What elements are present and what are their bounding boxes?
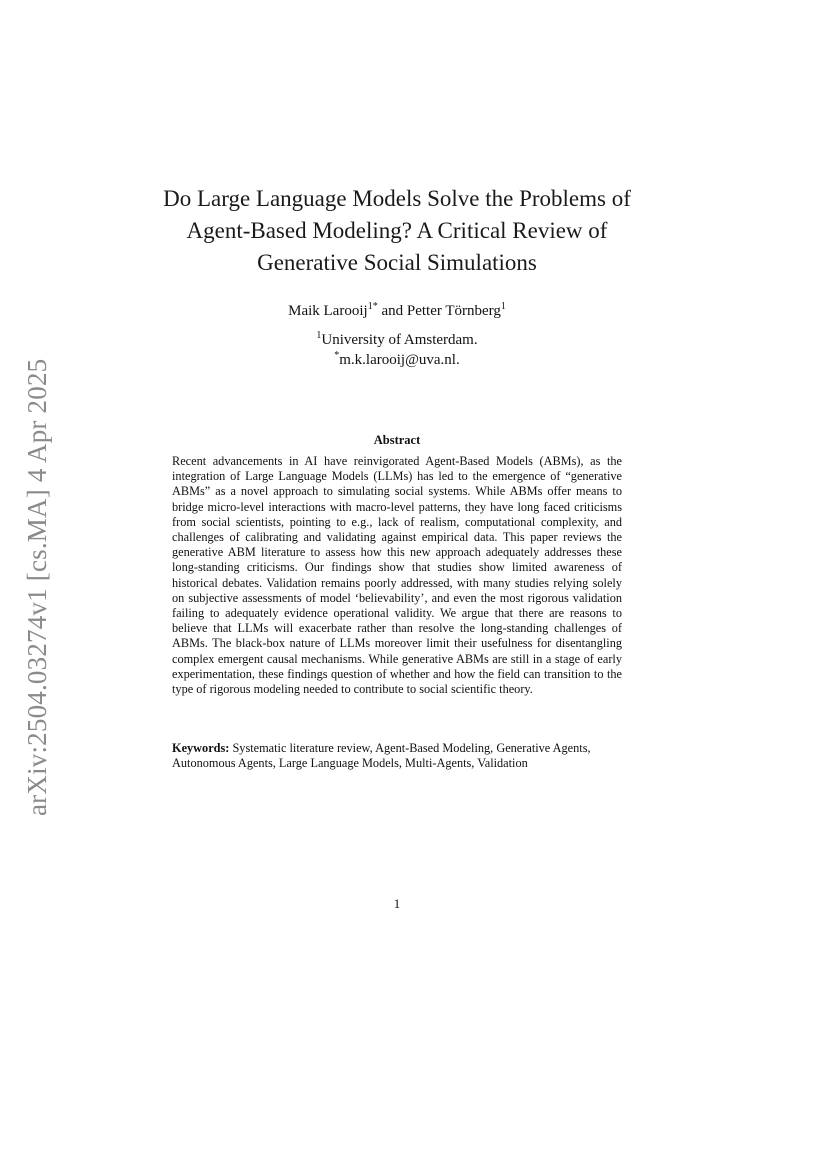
author-name: Petter Törnberg bbox=[406, 303, 501, 319]
paper-title bbox=[120, 183, 674, 279]
author-list bbox=[120, 300, 674, 322]
page-number: 1 bbox=[393, 896, 401, 911]
title-line: Do Large Language Models Solve the Problems of bbox=[163, 186, 631, 211]
author-connector: and bbox=[381, 303, 404, 319]
author-affiliation-mark: 1 bbox=[500, 301, 506, 312]
author-affiliation-mark: 1* bbox=[367, 301, 378, 312]
affiliation bbox=[120, 330, 674, 350]
email-text[interactable]: m.k.larooij@uva.nl. bbox=[339, 352, 460, 368]
affiliation-block bbox=[120, 330, 674, 370]
abstract-heading: Abstract bbox=[373, 433, 421, 447]
email-mark: * bbox=[334, 350, 340, 361]
affiliation-mark: 1 bbox=[316, 330, 322, 341]
title-line: Agent-Based Modeling? A Critical Review of bbox=[186, 218, 608, 243]
title-line: Generative Social Simulations bbox=[257, 250, 537, 275]
author-name: Maik Larooij bbox=[288, 303, 368, 319]
keywords-label: Keywords: bbox=[172, 741, 230, 755]
arxiv-identifier-stamp: arXiv:2504.03274v1 [cs.MA] 4 Apr 2025 bbox=[22, 358, 52, 816]
keywords-block bbox=[172, 741, 622, 771]
keywords-text: Systematic literature review, Agent-Based Modeling, Generative Agents, Autonomous Agents, Large Language Models, Multi-Agents, Validation bbox=[172, 741, 591, 771]
corresponding-email bbox=[120, 350, 674, 370]
affiliation-text: University of Amsterdam. bbox=[321, 332, 478, 348]
abstract-text: Recent advancements in AI have reinvigorated Agent-Based Models (ABMs), as the integration of Large Language Models (LLMs) has led to the emergence of “generative ABMs” as a novel approach to simulating social systems. While ABMs offer means to bridge micro-level interactions with macro-level patterns, they have long faced criticisms from social scientists, pointing to e.g., lack of realism, computational complexity, and challenges of calibrating and validating against empirical data. This paper reviews the generative ABM literature to assess how this new approach adequately addresses these long-standing criticisms. Our findings show that studies show limited awareness of historical debates. Validation remains poorly addressed, with many studies relying solely on subjective assessments of model ‘believability’, and even the most rigorous validation failing to adequately evidence operational validity. We argue that there are reasons to believe that LLMs will exacerbate rather than resolve the long-standing challenges of ABMs. The black-box nature of LLMs moreover limit their usefulness for disentangling complex emergent causal mechanisms. While generative ABMs are still in a stage of early experimentation, these findings question of whether and how the field can transition to the type of rigorous modeling needed to contribute to social scientific theory. bbox=[172, 454, 622, 697]
